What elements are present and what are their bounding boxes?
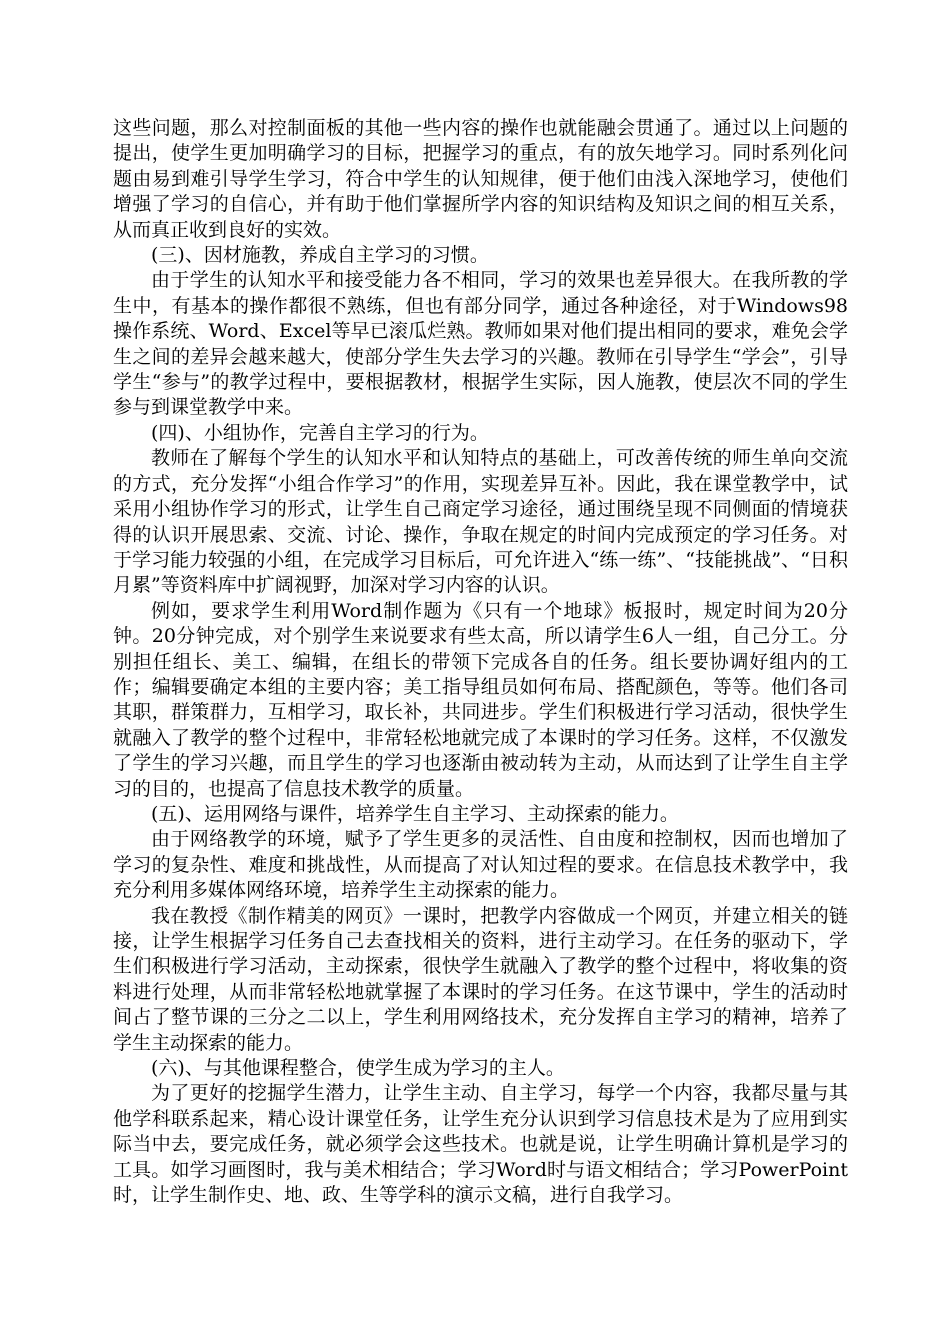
paragraph-body: 为了更好的挖掘学生潜力，让学生主动、自主学习，每学一个内容，我都尽量与其他学科联系起来，精心设计课堂任务，让学生充分认识到学习信息技术是为了应用到实际当中去，要完成任务，就必须学会这些技术。也就是说，让学生明确计算机是学习的工具。如学习画图时，我与美术相结合；学习Word时与语文相结合；学习PowerPoint时，让学生制作史、地、政、生等学科的演示文稿，进行自我学习。 — [113, 1082, 848, 1207]
paragraph-body: 由于网络教学的环境，赋予了学生更多的灵活性、自由度和控制权，因而也增加了学习的复杂性、难度和挑战性，从而提高了对认知过程的要求。在信息技术教学中，我充分利用多媒体网络环境，培养学生主动探索的能力。 — [113, 828, 848, 902]
section-heading-6: (六)、与其他课程整合，使学生成为学习的主人。 — [151, 1057, 565, 1080]
paragraph-continuation: 这些问题，那么对控制面板的其他一些内容的操作也就能融会贯通了。通过以上问题的提出，使学生更加明确学习的目标，把握学习的重点，有的放矢地学习。同时系列化问题由易到难引导学生学习，符合中学生的认知规律，便于他们由浅入深地学习，使他们增强了学习的自信心，并有助于他们掌握所学内容的知识结构及知识之间的相互关系，从而真正收到良好的实效。 — [113, 117, 848, 241]
paragraph-body: 教师在了解每个学生的认知水平和认知特点的基础上，可改善传统的师生单向交流的方式，充分发挥“小组合作学习”的作用，实现差异互补。因此，我在课堂教学中，试采用小组协作学习的形式，让学生自己商定学习途径，通过围绕呈现不同侧面的情境获得的认识开展思索、交流、讨论、操作，争取在规定的时间内完成预定的学习任务。对于学习能力较强的小组，在完成学习目标后，可允许进入“练一练”、“技能挑战”、“日积月累”等资料库中扩阔视野，加深对学习内容的认识。 — [113, 447, 848, 597]
paragraph-body: 由于学生的认知水平和接受能力各不相同，学习的效果也差异很大。在我所教的学生中，有基本的操作都很不熟练，但也有部分同学，通过各种途径，对于Windows98操作系统、Word、Excel等早已滚瓜烂熟。教师如果对他们提出相同的要求，难免会学生之间的差异会越来越大，使部分学生失去学习的兴趣。教师在引导学生“学会”，引导学生“参与”的教学过程中，要根据教材，根据学生实际，因人施教，使层次不同的学生参与到课堂教学中来。 — [113, 269, 848, 419]
document-page — [113, 116, 848, 1208]
section-heading-3: (三)、因材施教，养成自主学习的习惯。 — [151, 244, 489, 267]
paragraph-body: 例如，要求学生利用Word制作题为《只有一个地球》板报时，规定时间为20分钟。20分钟完成，对个别学生来说要求有些太高，所以请学生6人一组，自己分工。分别担任组长、美工、编辑，在组长的带领下完成各自的任务。组长要协调好组内的工作；编辑要确定本组的主要内容；美工指导组员如何布局、搭配颜色，等等。他们各司其职，群策群力，互相学习，取长补，共同进步。学生们积极进行学习活动，很快学生就融入了教学的整个过程中，非常轻松地就完成了本课时的学习任务。这样，不仅激发了学生的学习兴趣，而且学生的学习也逐渐由被动转为主动，从而达到了让学生自主学习的目的，也提高了信息技术教学的质量。 — [113, 599, 848, 800]
section-heading-5: (五)、运用网络与课件，培养学生自主学习、主动探索的能力。 — [151, 802, 679, 825]
section-heading-4: (四)、小组协作，完善自主学习的行为。 — [151, 421, 489, 444]
paragraph-body: 我在教授《制作精美的网页》一课时，把教学内容做成一个网页，并建立相关的链接，让学生根据学习任务自己去查找相关的资料，进行主动学习。在任务的驱动下，学生们积极进行学习活动，主动探索，很快学生就融入了教学的整个过程中，将收集的资料进行处理，从而非常轻松地就掌握了本课时的学习任务。在这节课中，学生的活动时间占了整节课的三分之二以上，学生利用网络技术，充分发挥自主学习的精神，培养了学生主动探索的能力。 — [113, 904, 848, 1054]
